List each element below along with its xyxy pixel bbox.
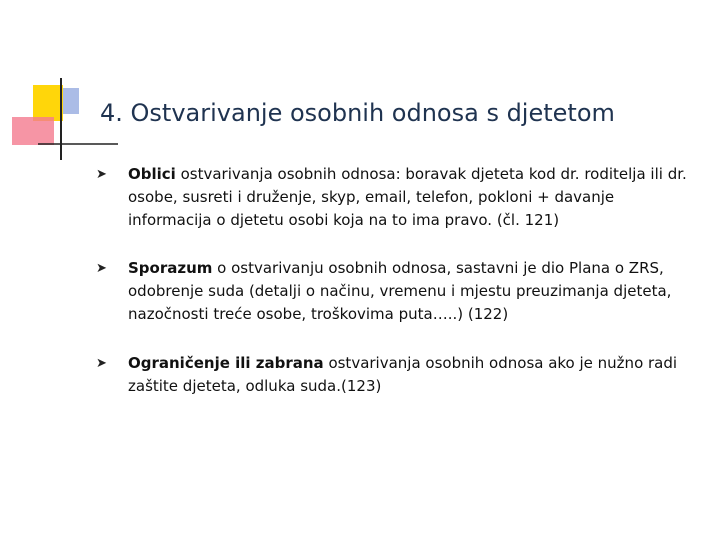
blue-square <box>63 88 79 114</box>
pink-square <box>12 117 54 145</box>
bullet-bold-term: Ograničenje ili zabrana <box>128 354 324 372</box>
slide-title: 4. Ostvarivanje osobnih odnosa s djetetom <box>100 99 615 127</box>
bullet-body: o ostvarivanju osobnih odnosa, sastavni je dio Plana o ZRS, odobrenje suda (detalji o načinu, vremenu i mjestu preuzimanja djeteta, nazočnosti treće osobe, troškovima puta…..) (122) <box>128 259 672 323</box>
arrowhead-bullet-icon: ➤ <box>96 261 107 276</box>
bullet-body: ostvarivanja osobnih odnosa: boravak djeteta kod dr. roditelja ili dr. osobe, susreti i druženje, skyp, email, telefon, pokloni + davanje informacija o djetetu osobi koja na to ima pravo. (čl. 121) <box>128 165 687 229</box>
bullet-text <box>128 257 693 326</box>
slide-decoration <box>0 0 120 170</box>
bullet-bold-term: Sporazum <box>128 259 213 277</box>
bullet-text <box>128 352 693 398</box>
arrowhead-bullet-icon: ➤ <box>96 167 107 182</box>
bullet-bold-term: Oblici <box>128 165 176 183</box>
bullet-text <box>128 163 693 232</box>
yellow-square <box>33 85 63 121</box>
arrowhead-bullet-icon: ➤ <box>96 356 107 371</box>
bullet-body: ostvarivanja osobnih odnosa ako je nužno radi zaštite djeteta, odluka suda.(123) <box>128 354 678 395</box>
